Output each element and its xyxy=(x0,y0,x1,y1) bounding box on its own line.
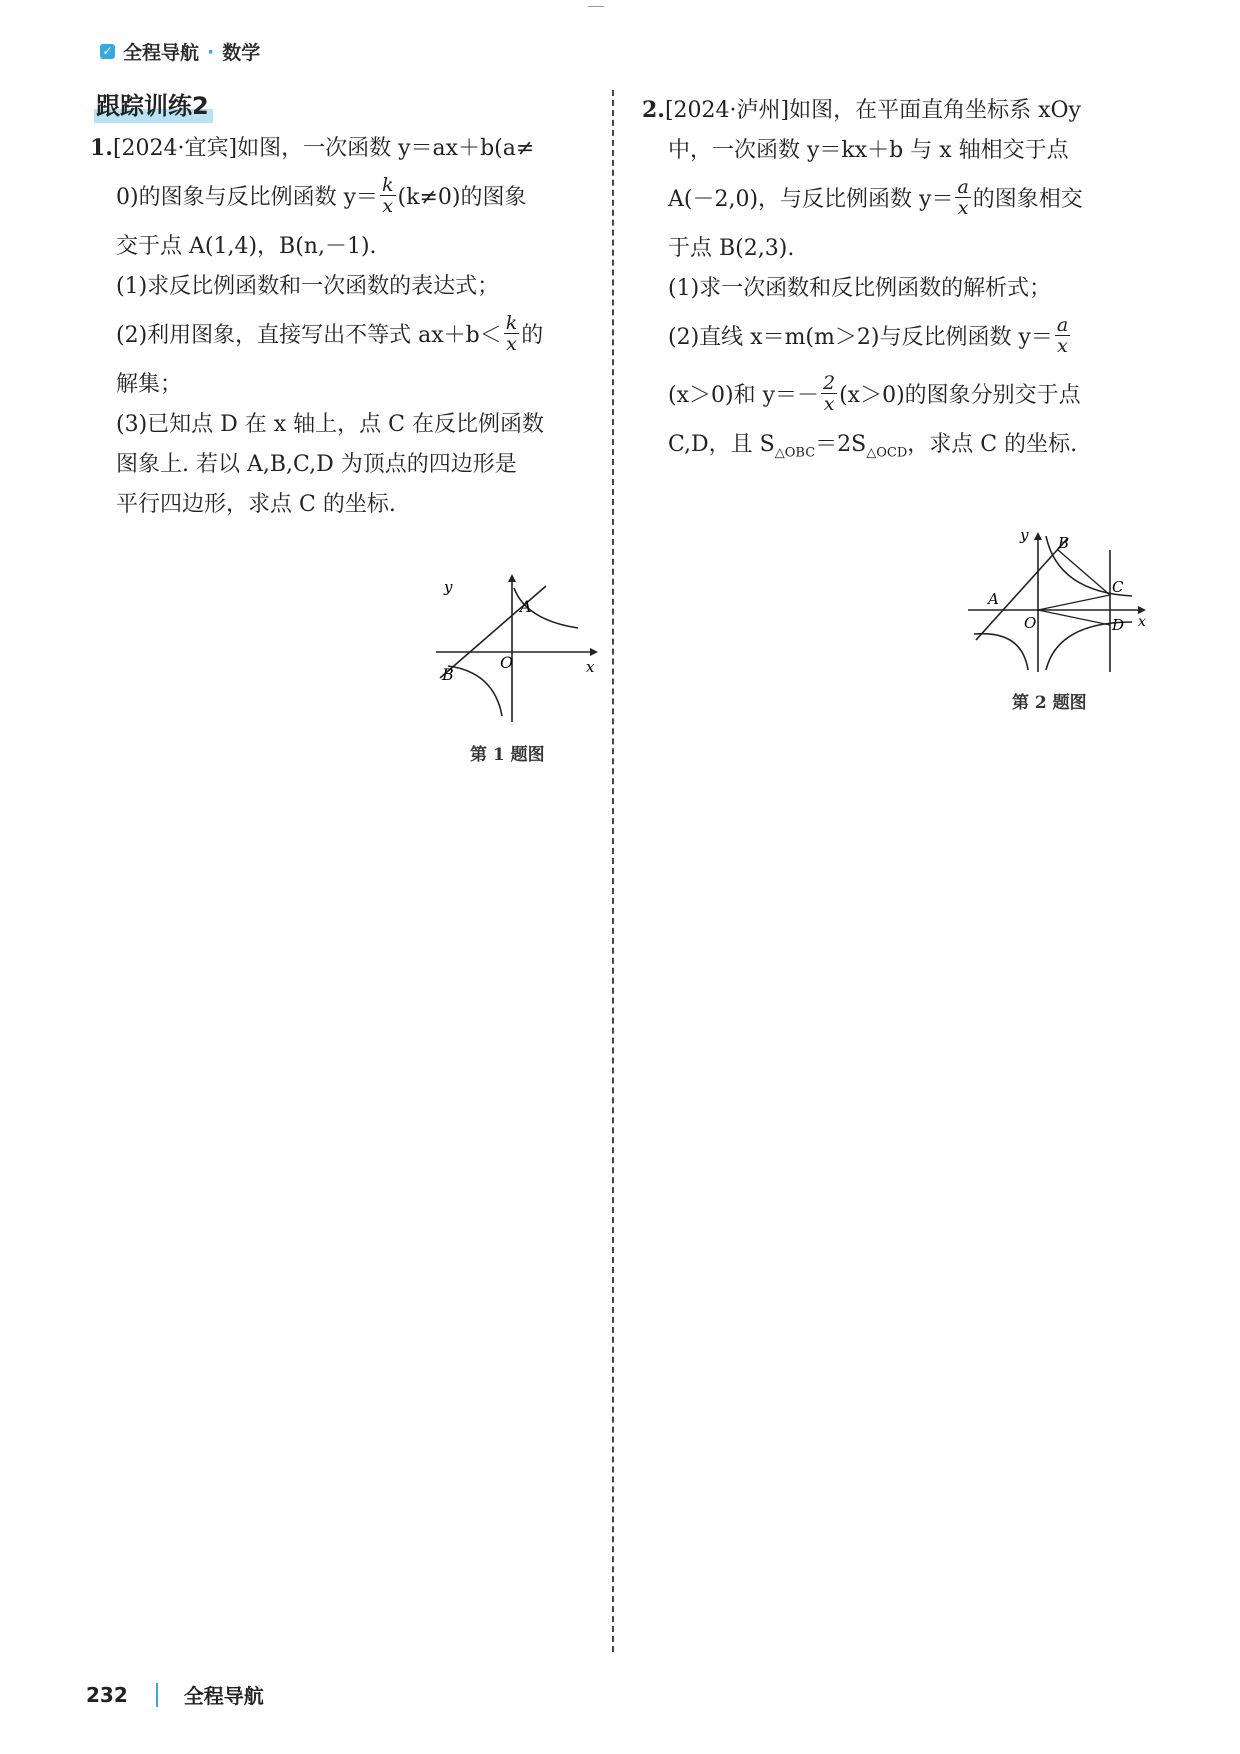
q2-part2a: (2)直线 x＝m(m＞2)与反比例函数 y＝ xyxy=(668,325,1053,350)
q1-p2-frac-den: x xyxy=(504,333,520,354)
q2-frac-num: a xyxy=(957,176,969,198)
q2-label-x: x xyxy=(1138,614,1146,630)
q1-x-arrow xyxy=(590,648,598,656)
q1-line3: 交于点 A(1,4)，B(n,－1). xyxy=(116,234,377,259)
q1-figure-caption: 第 1 题图 xyxy=(470,745,545,765)
q2-figure xyxy=(962,522,1152,682)
q2-y-arrow xyxy=(1034,532,1042,540)
q2-label-b: B xyxy=(1058,534,1070,552)
q2-p2-frac2-num: 2 xyxy=(823,372,836,394)
q2-part2d: C,D，且 S xyxy=(668,432,775,457)
check-icon: ✓ xyxy=(100,44,115,59)
q2-part2c: (x＞0)的图象分别交于点 xyxy=(839,383,1081,408)
q2-segment-oc xyxy=(1038,595,1110,610)
page-number: 232 xyxy=(86,1682,128,1707)
q2-segment-od xyxy=(1038,610,1110,625)
question-2 xyxy=(642,90,1150,473)
q1-p2-frac-num: k xyxy=(505,312,518,334)
q2-source: [2024·泸州] xyxy=(664,98,790,123)
q1-part2c: 解集； xyxy=(116,372,183,397)
q1-y-arrow xyxy=(508,574,516,582)
q2-part2-fraction2 xyxy=(821,374,837,414)
q1-frac-num: k xyxy=(382,174,394,196)
q2-line1: 如图，在平面直角坐标系 xOy xyxy=(789,98,1081,123)
running-header xyxy=(100,38,260,65)
q2-x-arrow xyxy=(1138,606,1146,614)
q1-fraction-k-over-x xyxy=(380,176,396,216)
q2-line3a: A(－2,0)，与反比例函数 y＝ xyxy=(668,187,954,212)
q2-part2-fraction xyxy=(1055,316,1070,356)
q1-label-a: A xyxy=(520,597,532,616)
q1-hyperbola-lower xyxy=(448,666,502,716)
q2-line3b: 的图象相交 xyxy=(972,187,1083,212)
q2-sub-ocd: △OCD xyxy=(866,445,908,461)
q2-part2f: ，求点 C 的坐标. xyxy=(907,432,1078,457)
q1-line2b: (k≠0)的图象 xyxy=(397,185,527,210)
q1-source: [2024·宜宾] xyxy=(112,136,238,161)
q2-p2-frac-den: x xyxy=(1055,335,1070,356)
q1-part2b: 的 xyxy=(521,323,544,348)
q1-label-o: O xyxy=(500,653,514,672)
q1-part2-fraction xyxy=(504,314,520,354)
q1-line1: 如图，一次函数 y＝ax＋b(a≠ xyxy=(237,136,535,161)
q1-label-y: y xyxy=(444,578,453,596)
q2-label-d: D xyxy=(1112,616,1125,634)
q2-frac-den: x xyxy=(955,197,970,218)
q2-p2-frac-num: a xyxy=(1056,314,1069,336)
q2-p2-frac2-den: x xyxy=(821,393,837,414)
q1-part2a: (2)利用图象，直接写出不等式 ax＋b＜ xyxy=(116,323,502,348)
q2-line xyxy=(976,538,1068,640)
q1-number: 1. xyxy=(90,135,113,161)
q2-line4: 于点 B(2,3). xyxy=(668,236,795,261)
q1-figure xyxy=(428,568,598,728)
q2-fraction-a-over-x xyxy=(955,178,970,218)
q2-line2: 中，一次函数 y＝kx＋b 与 x 轴相交于点 xyxy=(668,138,1069,163)
q1-part3c: 平行四边形，求点 C 的坐标. xyxy=(116,492,396,517)
section-title: 跟踪训练2 xyxy=(94,86,213,123)
q2-part2e: ＝2S xyxy=(815,432,867,457)
q1-line2a: 0)的图象与反比例函数 y＝ xyxy=(116,185,379,210)
q2-part1: (1)求一次函数和反比例函数的解析式； xyxy=(668,276,1052,301)
q2-figure-caption: 第 2 题图 xyxy=(1012,693,1087,713)
q2-label-c: C xyxy=(1112,578,1124,596)
q2-number: 2. xyxy=(642,97,665,123)
q2-sub-obc: △OBC xyxy=(774,445,816,461)
q2-label-o: O xyxy=(1024,614,1037,632)
column-divider xyxy=(612,90,614,1652)
header-dot: · xyxy=(207,40,215,63)
q2-part2b: (x＞0)和 y＝－ xyxy=(668,383,819,408)
q1-part3b: 图象上. 若以 A,B,C,D 为顶点的四边形是 xyxy=(116,452,517,477)
q1-part3a: (3)已知点 D 在 x 轴上，点 C 在反比例函数 xyxy=(116,412,545,437)
q1-frac-den: x xyxy=(380,195,396,216)
header-subject: 数学 xyxy=(222,42,261,64)
question-1 xyxy=(90,128,596,525)
footer-divider xyxy=(156,1683,158,1707)
footer-title: 全程导航 xyxy=(183,1684,264,1708)
header-title: 全程导航 xyxy=(123,42,200,64)
q2-hyperbola-third-quadrant xyxy=(974,634,1028,670)
q2-label-y: y xyxy=(1020,526,1029,544)
q1-label-b: B xyxy=(442,665,454,684)
q1-label-x: x xyxy=(586,658,595,676)
top-mark xyxy=(588,6,604,7)
q2-label-a: A xyxy=(988,590,999,608)
page-footer xyxy=(86,1680,264,1709)
q1-part1: (1)求反比例函数和一次函数的表达式； xyxy=(116,274,500,299)
